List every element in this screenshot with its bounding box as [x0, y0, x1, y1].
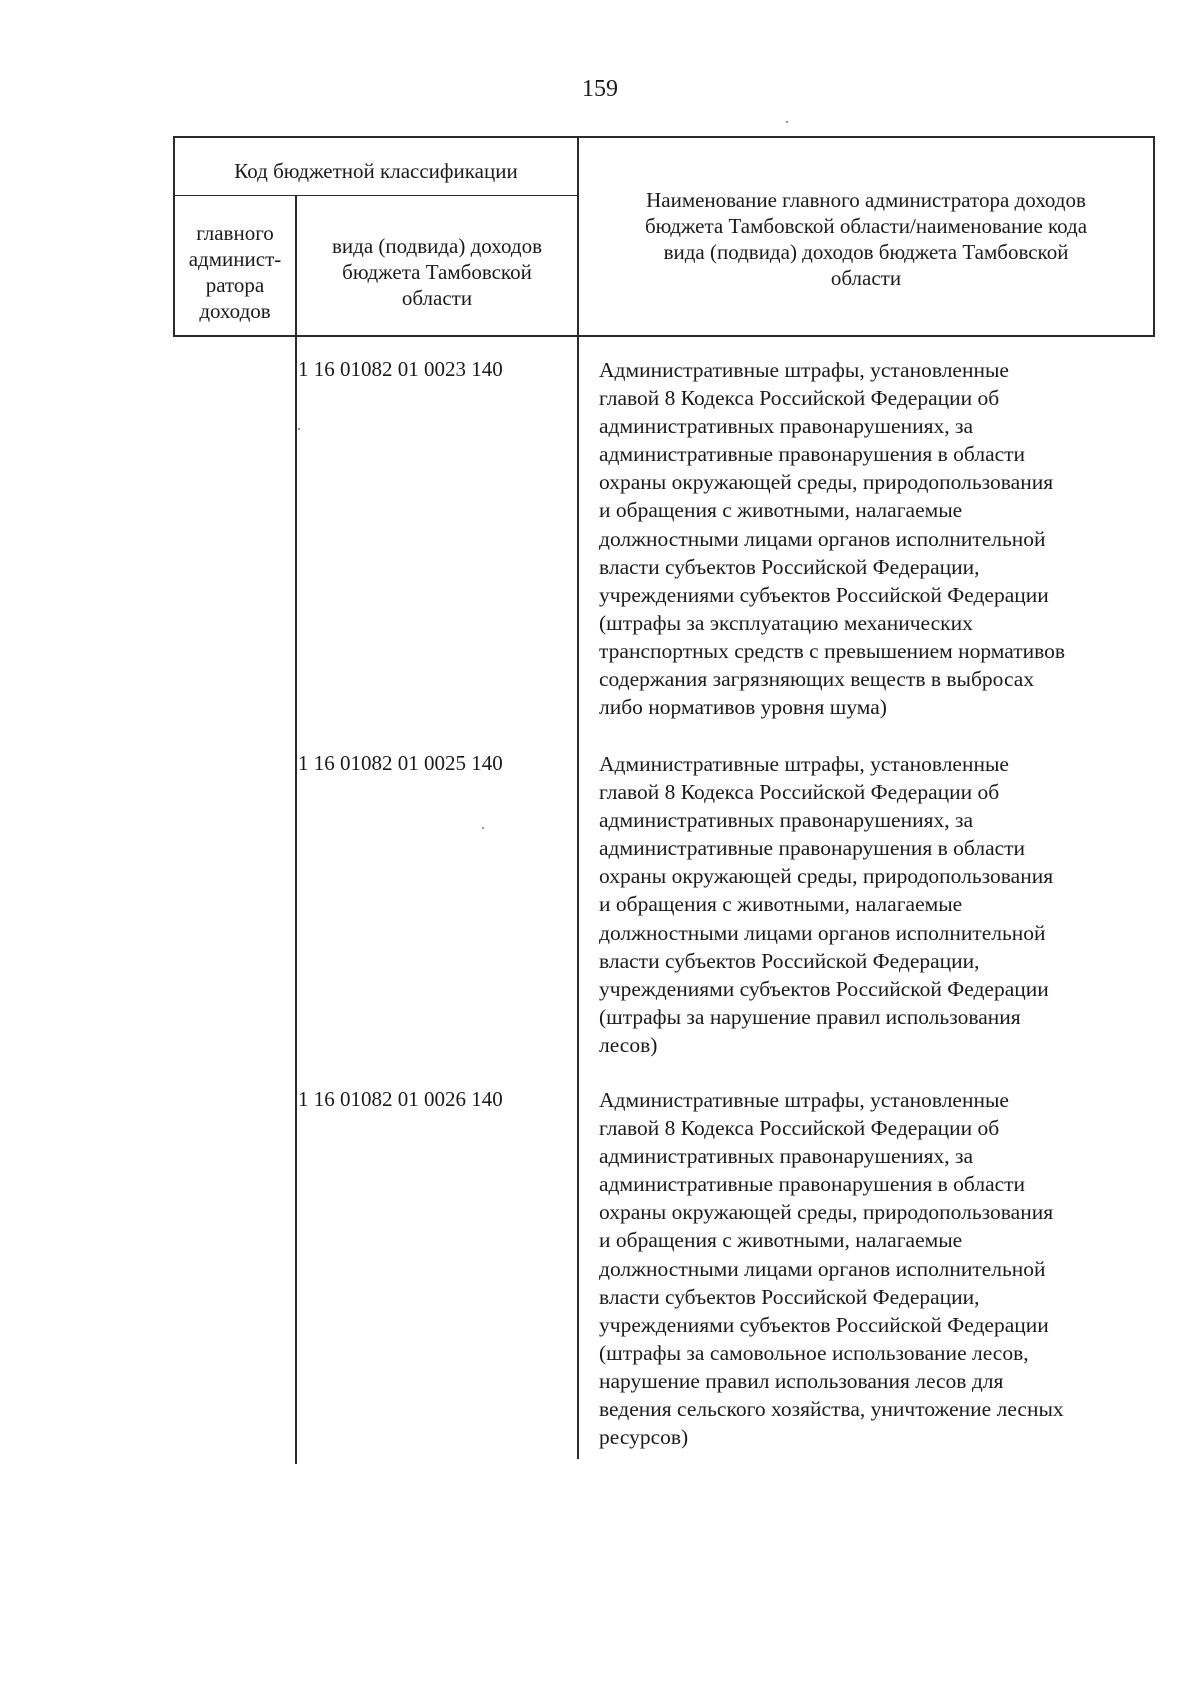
header-col-name: [579, 187, 1153, 291]
row-description: [599, 356, 1139, 721]
description-line: и обращения с животными, налагаемые: [599, 892, 963, 917]
header-col-type-line: вида (подвида) доходов: [332, 234, 542, 258]
description-line: административные правонарушения в области: [599, 1172, 1026, 1197]
table-right-border: [1153, 136, 1155, 337]
description-line: власти субъектов Российской Федерации,: [599, 948, 980, 973]
row-description: [599, 750, 1139, 1059]
description-line: административных правонарушениях, за: [599, 1144, 974, 1169]
row-code: 1 16 01082 01 0025 140: [298, 751, 503, 775]
description-line: главой 8 Кодекса Российской Федерации об: [599, 1116, 1000, 1141]
description-line: (штрафы за эксплуатацию механических: [599, 610, 973, 635]
description-line: (штрафы за самовольное использование лесов,: [599, 1340, 1029, 1365]
header-group-title-text: Код бюджетной классификации: [234, 159, 518, 183]
header-col-admin-line: ратора: [205, 273, 265, 297]
description-line: должностными лицами органов исполнительной: [599, 526, 1046, 551]
description-line: должностными лицами органов исполнительной: [599, 1256, 1046, 1281]
description-line: власти субъектов Российской Федерации,: [599, 554, 980, 579]
row-description: [599, 1086, 1139, 1451]
header-col-name-line: вида (подвида) доходов бюджета Тамбовской: [663, 240, 1069, 264]
row-code: 1 16 01082 01 0023 140: [298, 357, 503, 381]
header-col-type: [297, 233, 577, 311]
description-line: Административные штрафы, установленные: [599, 358, 1009, 382]
description-line: (штрафы за нарушение правил использования: [599, 1004, 1021, 1029]
header-col-type-line: бюджета Тамбовской: [342, 260, 532, 284]
header-col-name-line: Наименование главного администратора доходов: [646, 188, 1086, 212]
description-line: содержания загрязняющих веществ в выбросах: [599, 667, 1035, 692]
description-line: главой 8 Кодекса Российской Федерации об: [599, 386, 1000, 411]
col-divider-admin: [295, 195, 297, 1464]
header-col-admin-line: админист-: [188, 247, 282, 271]
description-line: учреждениями субъектов Российской Федерации: [599, 1312, 1049, 1337]
description-line: и обращения с животными, налагаемые: [599, 1228, 963, 1253]
scan-speck: [786, 121, 788, 123]
header-col-admin: [175, 220, 295, 324]
description-line: ведения сельского хозяйства, уничтожение лесных: [599, 1397, 1064, 1422]
header-col-type-line: области: [401, 286, 473, 310]
description-line: и обращения с животными, налагаемые: [599, 498, 963, 523]
description-line: Административные штрафы, установленные: [599, 1088, 1009, 1112]
description-line: Административные штрафы, установленные: [599, 752, 1009, 776]
row-code: 1 16 01082 01 0026 140: [298, 1087, 503, 1111]
description-line: власти субъектов Российской Федерации,: [599, 1284, 980, 1309]
description-line: административные правонарушения в области: [599, 836, 1026, 861]
description-line: должностными лицами органов исполнительной: [599, 920, 1046, 945]
scan-speck: [482, 827, 484, 829]
group-header-divider: [173, 195, 577, 196]
header-bottom-border: [173, 335, 1155, 337]
description-line: административных правонарушениях, за: [599, 808, 974, 833]
col-divider-name: [577, 136, 579, 1459]
header-group-title: [175, 158, 577, 184]
description-line: учреждениями субъектов Российской Федерации: [599, 582, 1049, 607]
header-col-admin-line: главного: [196, 221, 274, 245]
description-line: транспортных средств с превышением нормативов: [599, 638, 1066, 663]
page-number: 159: [582, 76, 618, 102]
description-line: либо нормативов уровня шума): [599, 695, 887, 720]
header-col-name-line: бюджета Тамбовской области/наименование кода: [644, 214, 1088, 238]
description-line: нарушение правил использования лесов для: [599, 1368, 1004, 1393]
description-line: охраны окружающей среды, природопользования: [599, 864, 1054, 889]
header-col-name-line: области: [830, 266, 902, 290]
table-top-border: [173, 136, 1155, 138]
header-col-admin-line: доходов: [199, 299, 271, 323]
scan-speck: [298, 428, 300, 430]
description-line: административных правонарушениях, за: [599, 414, 974, 439]
description-line: учреждениями субъектов Российской Федерации: [599, 976, 1049, 1001]
description-line: охраны окружающей среды, природопользования: [599, 470, 1054, 495]
description-line: лесов): [599, 1032, 658, 1057]
description-line: ресурсов): [599, 1425, 689, 1450]
description-line: главой 8 Кодекса Российской Федерации об: [599, 780, 1000, 805]
description-line: административные правонарушения в области: [599, 442, 1026, 467]
description-line: охраны окружающей среды, природопользования: [599, 1200, 1054, 1225]
